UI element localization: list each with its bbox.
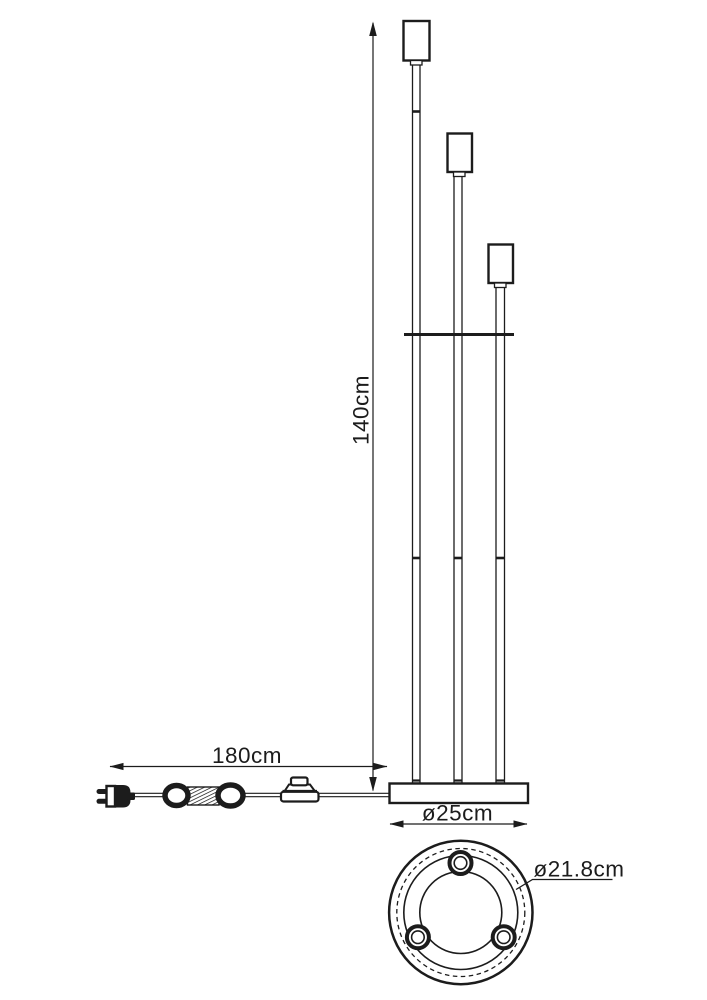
- bulb-circle-diameter-label: ø21.8cm: [533, 856, 625, 882]
- bulb-position-top: [450, 852, 472, 874]
- dimension-cord-length: [110, 743, 388, 770]
- coil-loop-right: [218, 785, 243, 806]
- coil-loop-left: [165, 786, 188, 806]
- base-top-view: [389, 841, 624, 984]
- socket-neck: [454, 172, 466, 177]
- bulb-position-right: [493, 926, 515, 948]
- dimension-height: [349, 22, 377, 792]
- power-cord: [97, 778, 390, 808]
- plug-face: [107, 786, 116, 807]
- pole-short: [496, 287, 506, 783]
- arrowhead-up: [369, 22, 377, 37]
- switch-base: [281, 792, 319, 802]
- pole-middle: [454, 176, 463, 783]
- bulb-position-left: [407, 926, 429, 948]
- arrowhead-left: [110, 763, 124, 770]
- arrowhead-down: [369, 777, 377, 792]
- pole-tall: [412, 63, 421, 783]
- socket-short: [489, 245, 514, 288]
- height-dimension-label: 140cm: [348, 374, 374, 446]
- strain-relief-coil: [165, 785, 243, 806]
- arrowhead-right: [374, 763, 388, 770]
- dimension-base-diameter: [390, 801, 528, 828]
- coil-spring: [188, 787, 220, 805]
- arrowhead-left: [390, 820, 404, 827]
- front-view: [390, 21, 529, 803]
- base-diameter-dimension-label: ø25cm: [421, 800, 494, 826]
- socket-neck: [495, 283, 507, 288]
- dimension-bulb-circle-diameter: [516, 857, 625, 890]
- base-center-circle: [420, 872, 502, 954]
- plug: [97, 785, 136, 808]
- socket-middle: [448, 134, 473, 177]
- inline-switch: [281, 778, 319, 802]
- socket-neck: [411, 61, 423, 66]
- arrowhead-right: [514, 820, 528, 827]
- plug-cord-boot: [127, 793, 135, 801]
- socket-tall: [404, 21, 430, 65]
- cord-line: [133, 793, 390, 796]
- switch-button: [291, 778, 308, 786]
- cord-length-dimension-label: 180cm: [211, 743, 283, 768]
